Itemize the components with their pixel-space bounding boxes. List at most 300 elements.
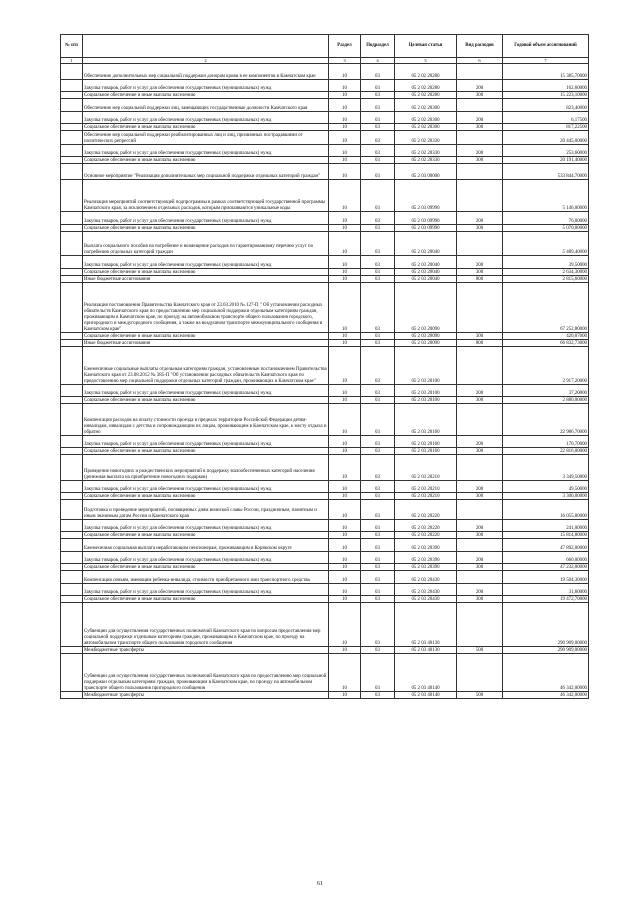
table-row — [61, 180, 589, 212]
row-number-cell — [61, 552, 83, 564]
table-row — [61, 256, 589, 269]
row-name-cell: Закупка товаров, работ и услуг для обеспечения государственных (муниципальных) нужд — [83, 584, 329, 596]
row-razdel-cell: 10 — [329, 500, 361, 520]
table-row — [61, 131, 589, 145]
row-target-article-cell: 05 2 03 20090 — [395, 340, 457, 347]
row-razdel-cell: 10 — [329, 347, 361, 385]
row-target-article-cell: 05 2 03 20430 — [395, 596, 457, 603]
row-razdel-cell: 10 — [329, 385, 361, 397]
row-number-cell — [61, 397, 83, 404]
row-podrazdel-cell: 03 — [361, 654, 395, 692]
table-row — [61, 596, 589, 603]
row-amount-cell: 533 844,70000 — [503, 164, 589, 180]
row-name-cell: Проведение новогодних и рождественских мероприятий в поддержку малообеспеченных категорий населения (денежная выплата на приобретение новогодних подарков) — [83, 455, 329, 481]
row-target-article-cell: 05 2 03 20220 — [395, 520, 457, 532]
table-row — [61, 500, 589, 520]
row-target-article-cell: 05 2 03 20040 — [395, 256, 457, 269]
row-podrazdel-cell: 03 — [361, 552, 395, 564]
row-number-cell — [61, 92, 83, 99]
row-amount-cell: 241,00000 — [503, 520, 589, 532]
row-amount-cell: 162,60000 — [503, 80, 589, 92]
row-name-cell: Межбюджетные трансферты — [83, 647, 329, 654]
row-expense-type-cell: 300 — [457, 532, 503, 539]
row-expense-type-cell: 300 — [457, 493, 503, 500]
row-amount-cell: 19 472,70000 — [503, 596, 589, 603]
row-expense-type-cell: 200 — [457, 552, 503, 564]
table-row — [61, 333, 589, 340]
row-number-cell — [61, 180, 83, 212]
row-target-article-cell: 05 2 03 20090 — [395, 283, 457, 333]
row-name-cell: Закупка товаров, работ и услуг для обеспечения государственных (муниципальных) нужд — [83, 80, 329, 92]
row-number-cell — [61, 99, 83, 112]
table-row — [61, 603, 589, 647]
row-target-article-cell: 05 2 02 20280 — [395, 80, 457, 92]
table-row — [61, 157, 589, 164]
col-index: 6 — [457, 58, 503, 64]
row-target-article-cell: 05 2 02 20280 — [395, 64, 457, 80]
row-name-cell: Закупка товаров, работ и услуг для обеспечения государственных (муниципальных) нужд — [83, 112, 329, 124]
row-target-article-cell: 05 2 03 20160 — [395, 404, 457, 436]
row-name-cell: Иные бюджетные ассигнования — [83, 276, 329, 283]
row-target-article-cell: 05 2 03 40130 — [395, 647, 457, 654]
row-razdel-cell: 10 — [329, 276, 361, 283]
row-amount-cell: 37,20000 — [503, 385, 589, 397]
row-number-cell — [61, 131, 83, 145]
row-razdel-cell: 10 — [329, 448, 361, 455]
row-amount-cell: 2 880,00000 — [503, 397, 589, 404]
col-header-target-article: Целевая статья — [395, 35, 457, 58]
row-name-cell: Реализация мероприятий соответствующей подпрограммы в рамках соответствующей государственной программы Камчатского края, за исключением отдельных расходов, которым присваиваются уникальные коды — [83, 180, 329, 212]
row-razdel-cell: 10 — [329, 493, 361, 500]
row-name-cell: Социальное обеспечение и иные выплаты населению — [83, 333, 329, 340]
row-expense-type-cell: 300 — [457, 596, 503, 603]
row-podrazdel-cell: 03 — [361, 269, 395, 276]
row-number-cell — [61, 333, 83, 340]
row-expense-type-cell: 200 — [457, 145, 503, 157]
row-target-article-cell: 05 2 03 20040 — [395, 232, 457, 256]
row-number-cell — [61, 584, 83, 596]
row-target-article-cell: 05 2 03 20210 — [395, 481, 457, 493]
row-expense-type-cell — [457, 64, 503, 80]
row-expense-type-cell — [457, 347, 503, 385]
row-amount-cell: 47 232,00000 — [503, 564, 589, 571]
row-podrazdel-cell: 03 — [361, 64, 395, 80]
row-expense-type-cell: 300 — [457, 92, 503, 99]
row-target-article-cell: 05 2 03 20040 — [395, 269, 457, 276]
table-row — [61, 283, 589, 333]
table-row — [61, 385, 589, 397]
row-name-cell: Социальное обеспечение и иные выплаты населению — [83, 124, 329, 131]
row-podrazdel-cell: 03 — [361, 333, 395, 340]
row-amount-cell: 5 070,00000 — [503, 225, 589, 232]
row-name-cell: Ежемесячные социальные выплаты отдельным категориям граждан, установленные постановлением Правительства Камчатского края от 23.08.2012 № 385-П "Об установлении расходных обязательств Камчатского края по предоставлению мер социальной поддержки отдельных категорий граждан, проживающих в Камчатском крае" — [83, 347, 329, 385]
row-expense-type-cell — [457, 654, 503, 692]
row-razdel-cell: 10 — [329, 654, 361, 692]
row-podrazdel-cell: 03 — [361, 180, 395, 212]
row-target-article-cell: 05 2 03 20040 — [395, 276, 457, 283]
row-podrazdel-cell: 03 — [361, 164, 395, 180]
row-podrazdel-cell: 03 — [361, 112, 395, 124]
table-row — [61, 571, 589, 584]
row-amount-cell: 3 349,50000 — [503, 455, 589, 481]
row-number-cell — [61, 564, 83, 571]
row-podrazdel-cell: 03 — [361, 404, 395, 436]
row-number-cell — [61, 539, 83, 552]
row-amount-cell: 2 634,30000 — [503, 269, 589, 276]
row-expense-type-cell: 300 — [457, 124, 503, 131]
row-expense-type-cell: 200 — [457, 80, 503, 92]
row-amount-cell: 15 385,70000 — [503, 64, 589, 80]
row-number-cell — [61, 276, 83, 283]
row-expense-type-cell: 200 — [457, 256, 503, 269]
page-number: 61 — [317, 881, 323, 887]
row-expense-type-cell — [457, 603, 503, 647]
table-row — [61, 654, 589, 692]
row-name-cell: Социальное обеспечение и иные выплаты населению — [83, 269, 329, 276]
col-index: 5 — [395, 58, 457, 64]
row-amount-cell: 817,22500 — [503, 124, 589, 131]
row-number-cell — [61, 385, 83, 397]
row-target-article-cell: 05 2 02 20280 — [395, 92, 457, 99]
row-amount-cell: 47 892,00000 — [503, 539, 589, 552]
row-razdel-cell: 10 — [329, 333, 361, 340]
row-podrazdel-cell: 03 — [361, 80, 395, 92]
table-row — [61, 532, 589, 539]
row-name-cell: Социальное обеспечение и иные выплаты населению — [83, 92, 329, 99]
row-number-cell — [61, 347, 83, 385]
row-amount-cell: 5 489,40000 — [503, 232, 589, 256]
table-row — [61, 124, 589, 131]
table-row — [61, 584, 589, 596]
row-podrazdel-cell: 03 — [361, 385, 395, 397]
row-podrazdel-cell: 03 — [361, 232, 395, 256]
row-number-cell — [61, 436, 83, 448]
row-razdel-cell: 10 — [329, 80, 361, 92]
row-expense-type-cell — [457, 571, 503, 584]
table-row — [61, 64, 589, 80]
row-razdel-cell: 10 — [329, 180, 361, 212]
row-razdel-cell: 10 — [329, 596, 361, 603]
row-amount-cell: 46 342,00000 — [503, 692, 589, 699]
row-expense-type-cell: 200 — [457, 520, 503, 532]
row-target-article-cell: 05 2 03 20210 — [395, 493, 457, 500]
row-razdel-cell: 10 — [329, 256, 361, 269]
row-name-cell: Иные бюджетные ассигнования — [83, 340, 329, 347]
budget-sheet — [60, 34, 588, 699]
row-podrazdel-cell: 03 — [361, 564, 395, 571]
row-razdel-cell: 10 — [329, 164, 361, 180]
row-name-cell: Межбюджетные трансферты — [83, 692, 329, 699]
table-row — [61, 164, 589, 180]
col-index: 1 — [61, 58, 83, 64]
col-index: 4 — [361, 58, 395, 64]
table-row — [61, 404, 589, 436]
row-number-cell — [61, 692, 83, 699]
row-number-cell — [61, 269, 83, 276]
table-row — [61, 212, 589, 225]
row-podrazdel-cell: 03 — [361, 532, 395, 539]
row-amount-cell: 39,50000 — [503, 256, 589, 269]
row-number-cell — [61, 404, 83, 436]
row-target-article-cell: 05 2 03 20430 — [395, 571, 457, 584]
row-expense-type-cell: 300 — [457, 397, 503, 404]
row-name-cell: Социальное обеспечение и иные выплаты населению — [83, 225, 329, 232]
row-amount-cell: 19 504,30000 — [503, 571, 589, 584]
row-razdel-cell: 10 — [329, 552, 361, 564]
row-name-cell: Социальное обеспечение и иные выплаты населению — [83, 564, 329, 571]
row-amount-cell: 253,60000 — [503, 145, 589, 157]
row-razdel-cell: 10 — [329, 571, 361, 584]
row-podrazdel-cell: 03 — [361, 596, 395, 603]
row-target-article-cell: 05 2 02 20300 — [395, 99, 457, 112]
row-number-cell — [61, 283, 83, 333]
row-target-article-cell: 05 2 03 20160 — [395, 448, 457, 455]
col-index: 2 — [83, 58, 329, 64]
row-amount-cell: 31,60000 — [503, 584, 589, 596]
row-name-cell: Компенсация расходов на оплату стоимости проезда в пределах территории Российской Федерации детям-инвалидам, инвалидам с детства и сопровождающим их лицам, проживающим в Камчатском крае, к месту отдыха и обратно — [83, 404, 329, 436]
row-podrazdel-cell: 03 — [361, 397, 395, 404]
row-razdel-cell: 10 — [329, 520, 361, 532]
row-number-cell — [61, 455, 83, 481]
row-expense-type-cell: 500 — [457, 692, 503, 699]
row-target-article-cell: 05 2 03 09990 — [395, 180, 457, 212]
row-podrazdel-cell: 03 — [361, 436, 395, 448]
row-razdel-cell: 10 — [329, 603, 361, 647]
row-podrazdel-cell: 03 — [361, 481, 395, 493]
table-row — [61, 145, 589, 157]
row-target-article-cell: 05 2 03 20160 — [395, 436, 457, 448]
row-name-cell: Субвенции для осуществления государственных полномочий Камчатского края по предоставлению мер социальной поддержки отдельным категориям граждан, проживающим в Камчатском крае, по проезду на автомобильном транспорте общего пользования пригородного сообщения — [83, 654, 329, 692]
row-razdel-cell: 10 — [329, 124, 361, 131]
budget-table — [60, 34, 589, 699]
row-name-cell: Социальное обеспечение и иные выплаты населению — [83, 493, 329, 500]
table-row — [61, 232, 589, 256]
row-podrazdel-cell: 03 — [361, 92, 395, 99]
row-name-cell: Закупка товаров, работ и услуг для обеспечения государственных (муниципальных) нужд — [83, 520, 329, 532]
row-razdel-cell: 10 — [329, 455, 361, 481]
table-row — [61, 80, 589, 92]
table-row — [61, 340, 589, 347]
row-expense-type-cell: 200 — [457, 112, 503, 124]
row-podrazdel-cell: 03 — [361, 493, 395, 500]
row-expense-type-cell — [457, 180, 503, 212]
row-number-cell — [61, 340, 83, 347]
table-row — [61, 552, 589, 564]
row-name-cell: Выплата социального пособия на погребение и возмещение расходов по гарантированному перечню услуг по погребению отдельных категорий граждан — [83, 232, 329, 256]
row-amount-cell: 2 815,60000 — [503, 276, 589, 283]
row-expense-type-cell: 200 — [457, 584, 503, 596]
row-podrazdel-cell: 03 — [361, 124, 395, 131]
row-target-article-cell: 05 2 02 20330 — [395, 131, 457, 145]
row-razdel-cell: 10 — [329, 99, 361, 112]
col-header-podrazdel: Подраздел — [361, 35, 395, 58]
row-razdel-cell: 10 — [329, 269, 361, 276]
row-razdel-cell: 10 — [329, 436, 361, 448]
row-amount-cell: 49,50000 — [503, 481, 589, 493]
row-razdel-cell: 10 — [329, 692, 361, 699]
row-name-cell: Закупка товаров, работ и услуг для обеспечения государственных (муниципальных) нужд — [83, 256, 329, 269]
row-expense-type-cell — [457, 131, 503, 145]
table-row — [61, 92, 589, 99]
row-razdel-cell: 10 — [329, 404, 361, 436]
table-row — [61, 347, 589, 385]
row-amount-cell: 170,70000 — [503, 436, 589, 448]
row-number-cell — [61, 256, 83, 269]
row-expense-type-cell: 300 — [457, 225, 503, 232]
table-body — [61, 64, 589, 699]
row-target-article-cell: 05 2 03 20210 — [395, 455, 457, 481]
row-razdel-cell: 10 — [329, 584, 361, 596]
row-target-article-cell: 05 2 03 20220 — [395, 532, 457, 539]
row-number-cell — [61, 225, 83, 232]
row-target-article-cell: 05 2 02 20330 — [395, 145, 457, 157]
row-target-article-cell: 05 2 03 20430 — [395, 584, 457, 596]
row-amount-cell: 420,07000 — [503, 333, 589, 340]
row-name-cell: Закупка товаров, работ и услуг для обеспечения государственных (муниципальных) нужд — [83, 212, 329, 225]
row-podrazdel-cell: 03 — [361, 256, 395, 269]
row-razdel-cell: 10 — [329, 283, 361, 333]
col-header-expense-type: Вид расходов — [457, 35, 503, 58]
row-razdel-cell: 10 — [329, 232, 361, 256]
table-row — [61, 225, 589, 232]
row-razdel-cell: 10 — [329, 157, 361, 164]
row-target-article-cell: 05 2 03 20390 — [395, 552, 457, 564]
row-amount-cell: 16 055,80000 — [503, 500, 589, 520]
row-expense-type-cell — [457, 455, 503, 481]
row-target-article-cell: 05 2 03 09990 — [395, 212, 457, 225]
row-amount-cell: 2 917,20000 — [503, 347, 589, 385]
row-number-cell — [61, 212, 83, 225]
row-podrazdel-cell: 03 — [361, 131, 395, 145]
row-number-cell — [61, 532, 83, 539]
row-expense-type-cell: 300 — [457, 448, 503, 455]
row-target-article-cell: 05 2 03 40140 — [395, 654, 457, 692]
row-number-cell — [61, 596, 83, 603]
row-podrazdel-cell: 03 — [361, 225, 395, 232]
table-row — [61, 520, 589, 532]
row-number-cell — [61, 647, 83, 654]
row-target-article-cell: 05 2 03 40130 — [395, 603, 457, 647]
row-amount-cell: 76,00000 — [503, 212, 589, 225]
row-razdel-cell: 10 — [329, 225, 361, 232]
row-amount-cell: 67 252,80000 — [503, 283, 589, 333]
row-amount-cell: 290 909,00000 — [503, 647, 589, 654]
row-razdel-cell: 10 — [329, 564, 361, 571]
row-expense-type-cell: 200 — [457, 436, 503, 448]
row-number-cell — [61, 520, 83, 532]
row-razdel-cell: 10 — [329, 92, 361, 99]
row-expense-type-cell — [457, 283, 503, 333]
row-name-cell: Закупка товаров, работ и услуг для обеспечения государственных (муниципальных) нужд — [83, 145, 329, 157]
row-number-cell — [61, 493, 83, 500]
col-index: 7 — [503, 58, 589, 64]
row-name-cell: Компенсация семьям, имеющим ребенка-инвалида, стоимости приобретаемого ими транспортного средства — [83, 571, 329, 584]
row-name-cell: Реализация постановления Правительства Камчатского края от 23.03.2010 № 127-П " Об установлении расходных обязательств Камчатского края по предоставлению мер социальной поддержки отдельным категориям граждан, проживающим в Камчатском крае, по проезду на автомобильном транспорте общего пользования городского, пригородного и междугородного сообщения, а также на воздушном транспорте межмуниципального сообщения в Камчатском крае" — [83, 283, 329, 333]
row-target-article-cell: 05 2 03 20390 — [395, 564, 457, 571]
row-podrazdel-cell: 03 — [361, 212, 395, 225]
row-amount-cell: 66 832,73000 — [503, 340, 589, 347]
table-row — [61, 493, 589, 500]
row-amount-cell: 22 816,00000 — [503, 448, 589, 455]
row-amount-cell: 20 191,40000 — [503, 157, 589, 164]
row-number-cell — [61, 448, 83, 455]
row-expense-type-cell: 300 — [457, 157, 503, 164]
row-expense-type-cell: 200 — [457, 212, 503, 225]
row-target-article-cell: 05 2 03 20100 — [395, 347, 457, 385]
row-expense-type-cell: 800 — [457, 276, 503, 283]
row-target-article-cell: 05 2 03 00000 — [395, 164, 457, 180]
row-amount-cell: 20 445,00000 — [503, 131, 589, 145]
row-number-cell — [61, 80, 83, 92]
row-name-cell: Социальное обеспечение и иные выплаты населению — [83, 157, 329, 164]
row-target-article-cell: 05 2 02 20300 — [395, 112, 457, 124]
col-header-number: № п/п — [61, 35, 83, 58]
row-target-article-cell: 05 2 03 20100 — [395, 385, 457, 397]
row-amount-cell: 22 986,70000 — [503, 404, 589, 436]
table-row — [61, 481, 589, 493]
row-razdel-cell: 10 — [329, 112, 361, 124]
row-razdel-cell: 10 — [329, 64, 361, 80]
row-razdel-cell: 10 — [329, 145, 361, 157]
table-row — [61, 112, 589, 124]
row-name-cell: Ежемесячная социальная выплата неработающим пенсионерам, проживающим в Корякском округе — [83, 539, 329, 552]
row-target-article-cell: 05 2 03 20220 — [395, 500, 457, 520]
row-expense-type-cell: 800 — [457, 340, 503, 347]
row-number-cell — [61, 64, 83, 80]
row-podrazdel-cell: 03 — [361, 539, 395, 552]
row-name-cell: Обеспечение мер социальной поддержки реабилитированных лиц и лиц, признанных пострадавшими от политических репрессий — [83, 131, 329, 145]
table-row — [61, 99, 589, 112]
table-row — [61, 436, 589, 448]
table-row — [61, 397, 589, 404]
table-row — [61, 692, 589, 699]
row-podrazdel-cell: 03 — [361, 283, 395, 333]
row-amount-cell: 15 814,80000 — [503, 532, 589, 539]
row-razdel-cell: 10 — [329, 397, 361, 404]
row-amount-cell: 6,17500 — [503, 112, 589, 124]
row-expense-type-cell: 500 — [457, 647, 503, 654]
row-expense-type-cell: 300 — [457, 564, 503, 571]
row-podrazdel-cell: 03 — [361, 157, 395, 164]
table-row — [61, 564, 589, 571]
row-target-article-cell: 05 2 03 20100 — [395, 397, 457, 404]
row-name-cell: Закупка товаров, работ и услуг для обеспечения государственных (муниципальных) нужд — [83, 385, 329, 397]
col-index: 3 — [329, 58, 361, 64]
row-target-article-cell: 05 2 02 20300 — [395, 124, 457, 131]
row-name-cell: Социальное обеспечение и иные выплаты населению — [83, 596, 329, 603]
col-header-razdel: Раздел — [329, 35, 361, 58]
row-expense-type-cell — [457, 500, 503, 520]
row-number-cell — [61, 164, 83, 180]
row-expense-type-cell: 200 — [457, 385, 503, 397]
table-row — [61, 539, 589, 552]
row-name-cell: Обеспечение мер социальной поддержки лиц, замещающих государственные должности Камчатского края — [83, 99, 329, 112]
row-number-cell — [61, 145, 83, 157]
row-number-cell — [61, 124, 83, 131]
col-header-name — [83, 35, 329, 58]
row-podrazdel-cell: 03 — [361, 500, 395, 520]
row-name-cell: Обеспечение дополнительных мер социальной поддержки донорам крови в ее компонентов в Камчатском крае — [83, 64, 329, 80]
row-number-cell — [61, 500, 83, 520]
row-number-cell — [61, 232, 83, 256]
row-target-article-cell: 05 2 02 20330 — [395, 157, 457, 164]
row-amount-cell: 290 909,00000 — [503, 603, 589, 647]
row-number-cell — [61, 654, 83, 692]
row-number-cell — [61, 481, 83, 493]
row-razdel-cell: 10 — [329, 532, 361, 539]
table-row — [61, 455, 589, 481]
row-podrazdel-cell: 03 — [361, 145, 395, 157]
